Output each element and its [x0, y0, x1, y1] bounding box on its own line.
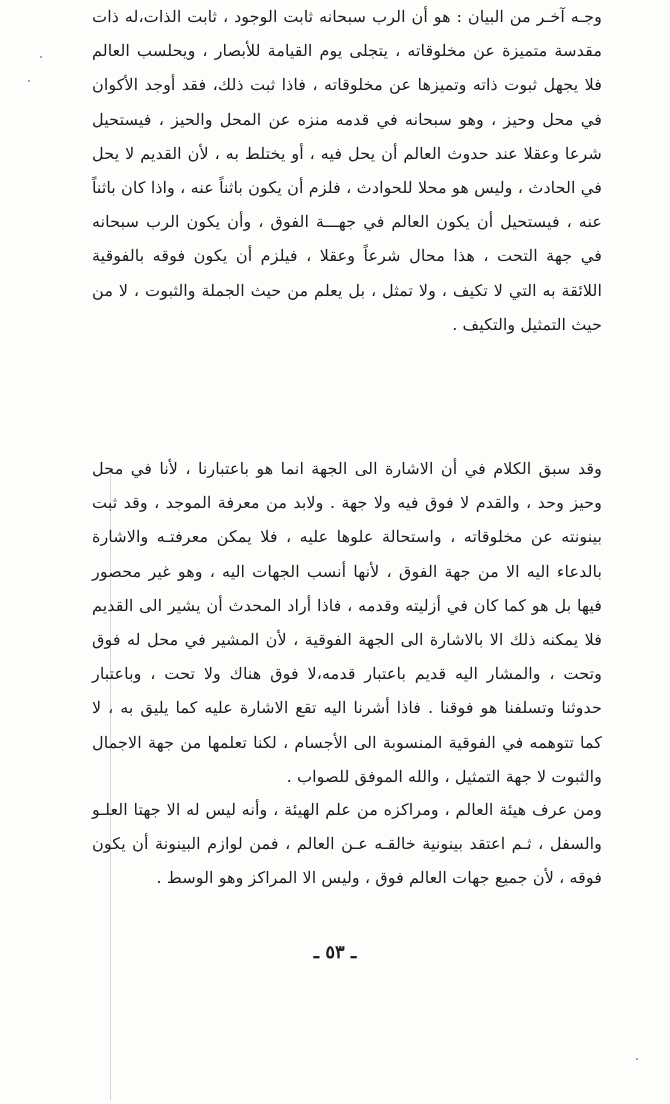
body-text-2: [92, 452, 602, 794]
body-text: [92, 0, 602, 342]
paragraph-2: وقد سبق الكلام في أن الاشارة الى الجهة انما هو باعتبارنا ، لأنا في محل وحيز وحد ، والقدم لا فوق فيه ولا جهة . ولابد من معرفة الموجد ، وقد ثبت بينونته عن مخلوقاته ، واستحالة علوها عليه ، فلا يمكن معرفتـه والاشارة بالدعاء اليه الا من جهة الفوق ، لأنها أنسب الجهات اليه ، وهو غير محصور فيها بل هو كما كان في أزليته وقدمه ، فاذا أراد المحدث أن يشير الى القديم فلا يمكنه ذلك الا بالاشارة الى الجهة الفوقية ، لأن المشير في محل له فوق وتحت ، والمشار اليه قديم باعتبار قدمه،لا فوق هناك ولا تحت ، وباعتبار حدوثنا وتسلفنا هو فوقنا . فاذا أشرنا اليه تقع الاشارة عليه كما يليق به ، لا كما تتوهمه في الفوقية المنسوبة الى الأجسام ، لكنا تعلمها من جهة الاجمال والثبوت لا جهة التمثيل ، والله الموفق للصواب .: [92, 459, 602, 786]
ink-speck: [28, 80, 30, 82]
paragraph-3: ومن عرف هيئة العالم ، ومراكزه من علم الهيئة ، وأنه ليس له الا جهتا العلـو والسفل ، ثـم اعتقد بينونية خالقـه عـن العالم ، فمن لوازم البينونة أن يكون فوقه ، لأن جميع جهات العالم فوق ، وليس الا المراكز وهو الوسط .: [92, 800, 602, 888]
page-number: ـ ٥٣ ـ: [313, 942, 357, 963]
body-text-3: [92, 793, 602, 896]
paragraph-1: وجـه آخـر من البيان : هو أن الرب سبحانه ثابت الوجود ، ثابت الذات،له ذات مقدسة متميزة عن مخلوقاته ، يتجلى يوم القيامة للأبصار ، ويحلسب العالم فلا يجهل ثبوت ذاته وتميزها عن مخلوقاته ، فاذا ثبت ذلك، فقد أوجد الأكوان في محل وحيز ، وهو سبحانه في قدمه منزه عن المحل والحيز ، فيستحيل شرعا وعقلا عند حدوث العالم أن يحل فيه ، أو يختلط به ، لأن القديم لا يحل في الحادث ، وليس هو محلا للحوادث ، فلزم أن يكون باثناً عنه ، واذا كان باثناً عنه ، فيستحيل أن يكون العالم في جهـــة الفوق ، وأن يكون الرب سبحانه في جهة التحت ، هذا محال شرعاً وعقلا ، فيلزم أن يكون فوقه بالفوقية اللائقة به التي لا تكيف ، ولا تمثل ، بل يعلم من حيث الجملة والثبوت ، لا من حيث التمثيل والتكيف .: [92, 7, 602, 334]
ink-speck: [40, 56, 42, 58]
ink-speck: [636, 1058, 638, 1060]
